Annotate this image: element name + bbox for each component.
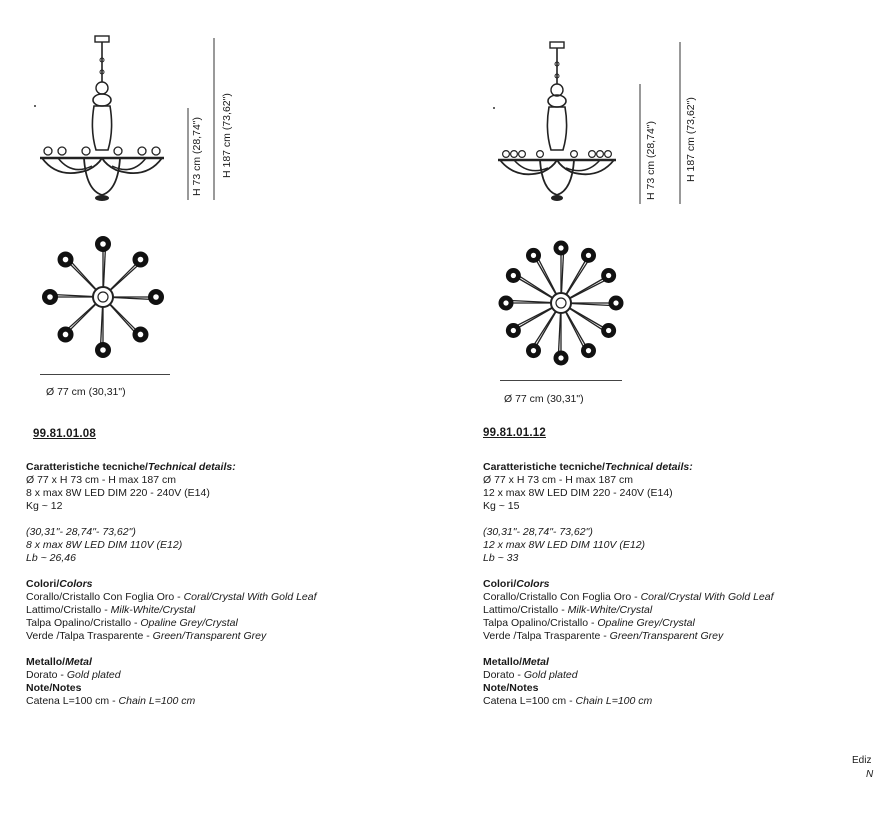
cup-center [613,300,618,305]
tech-line: Ø 77 x H 73 cm - H max 187 cm [483,474,633,486]
diameter-label-1: Ø 77 cm (30,31") [46,386,126,398]
notes-heading: Note/Notes [483,682,539,694]
tech-line: 12 x max 8W LED DIM 220 - 240V (E14) [483,487,673,499]
height-label-a: H 73 cm (28,74") [645,120,657,200]
cup-center [63,257,69,263]
cup-center [100,347,106,353]
cup-center [503,300,508,305]
tech-details-2 [483,461,774,708]
color-item: Talpa Opalino/Cristallo - Opaline Grey/Crystal [483,617,695,629]
color-item: Verde /Talpa Trasparente - Green/Transparent Grey [26,630,267,642]
tech-details-1 [26,461,317,708]
cup-center [100,241,106,247]
imperial-line: (30,31"- 28,74"- 73,62") [26,526,136,538]
chandelier-top-view-drawing-1 [40,232,166,362]
cup-center [153,294,159,300]
colors-heading-en: Colors [59,578,93,590]
color-item: Corallo/Cristallo Con Foglia Oro - Coral/Crystal With Gold Leaf [483,591,774,603]
edition-text-fragment: Ediz [852,755,872,766]
metal-heading-it: Metallo/ [26,656,66,668]
notes-heading: Note/Notes [26,682,82,694]
metal-item: Dorato - Gold plated [483,669,578,681]
cup-center [606,273,611,278]
colors-heading-it: Colori/ [26,578,60,590]
cup-center [47,294,53,300]
color-item: Talpa Opalino/Cristallo - Opaline Grey/Crystal [26,617,238,629]
diameter-rule-2 [500,380,622,381]
edition-number-fragment: N [866,769,874,780]
colors-heading-en: Colors [516,578,550,590]
diameter-rule-1 [40,374,170,375]
metal-heading-it: Metallo/ [483,656,523,668]
hub [551,293,571,313]
color-item: Lattimo/Cristallo - Milk-White/Crystal [26,604,196,616]
color-item: Verde /Talpa Trasparente - Green/Transparent Grey [483,630,724,642]
diameter-label-2: Ø 77 cm (30,31") [504,393,584,405]
imperial-line: Lb ~ 26,46 [26,552,76,564]
tech-line: Kg ~ 15 [483,500,520,512]
chandelier-top-view-drawing-2 [496,238,626,368]
tech-heading-en: Technical details: [147,461,236,473]
cup-center [558,355,563,360]
metal-heading-en: Metal [522,656,549,668]
cup-center [586,253,591,258]
metal-item: Dorato - Gold plated [26,669,121,681]
product-code-1: 99.81.01.08 [33,428,96,440]
color-item: Lattimo/Cristallo - Milk-White/Crystal [483,604,653,616]
notes-item: Catena L=100 cm - Chain L=100 cm [26,695,196,707]
cup-center [531,348,536,353]
tech-line: 8 x max 8W LED DIM 220 - 240V (E14) [26,487,210,499]
cup-center [511,328,516,333]
chandelier-elevation-drawing-1 [28,30,218,205]
cup-center [138,257,144,263]
cup-center [63,332,69,338]
tech-line: Ø 77 x H 73 cm - H max 187 cm [26,474,176,486]
tech-heading-it: Caratteristiche tecniche/ [26,461,148,473]
imperial-line: (30,31"- 28,74"- 73,62") [483,526,593,538]
cup-center [558,245,563,250]
cup-center [531,253,536,258]
imperial-line: 8 x max 8W LED DIM 110V (E12) [26,539,183,551]
color-item: Corallo/Cristallo Con Foglia Oro - Coral/Crystal With Gold Leaf [26,591,317,603]
tech-line: Kg ~ 12 [26,500,63,512]
cup-center [138,332,144,338]
height-label-a: H 73 cm (28,74") [191,116,203,196]
height-label-b: H 187 cm (73,62") [221,93,233,178]
chandelier-elevation-drawing-2 [488,38,688,208]
height-label-b: H 187 cm (73,62") [685,97,697,182]
cup-center [586,348,591,353]
imperial-line: Lb ~ 33 [483,552,519,564]
cup-center [511,273,516,278]
tech-heading-en: Technical details: [604,461,693,473]
cup-center [606,328,611,333]
hub [93,287,113,307]
product-code-2: 99.81.01.12 [483,427,546,439]
metal-heading-en: Metal [65,656,92,668]
tech-heading-it: Caratteristiche tecniche/ [483,461,605,473]
imperial-line: 12 x max 8W LED DIM 110V (E12) [483,539,646,551]
notes-item: Catena L=100 cm - Chain L=100 cm [483,695,653,707]
colors-heading-it: Colori/ [483,578,517,590]
